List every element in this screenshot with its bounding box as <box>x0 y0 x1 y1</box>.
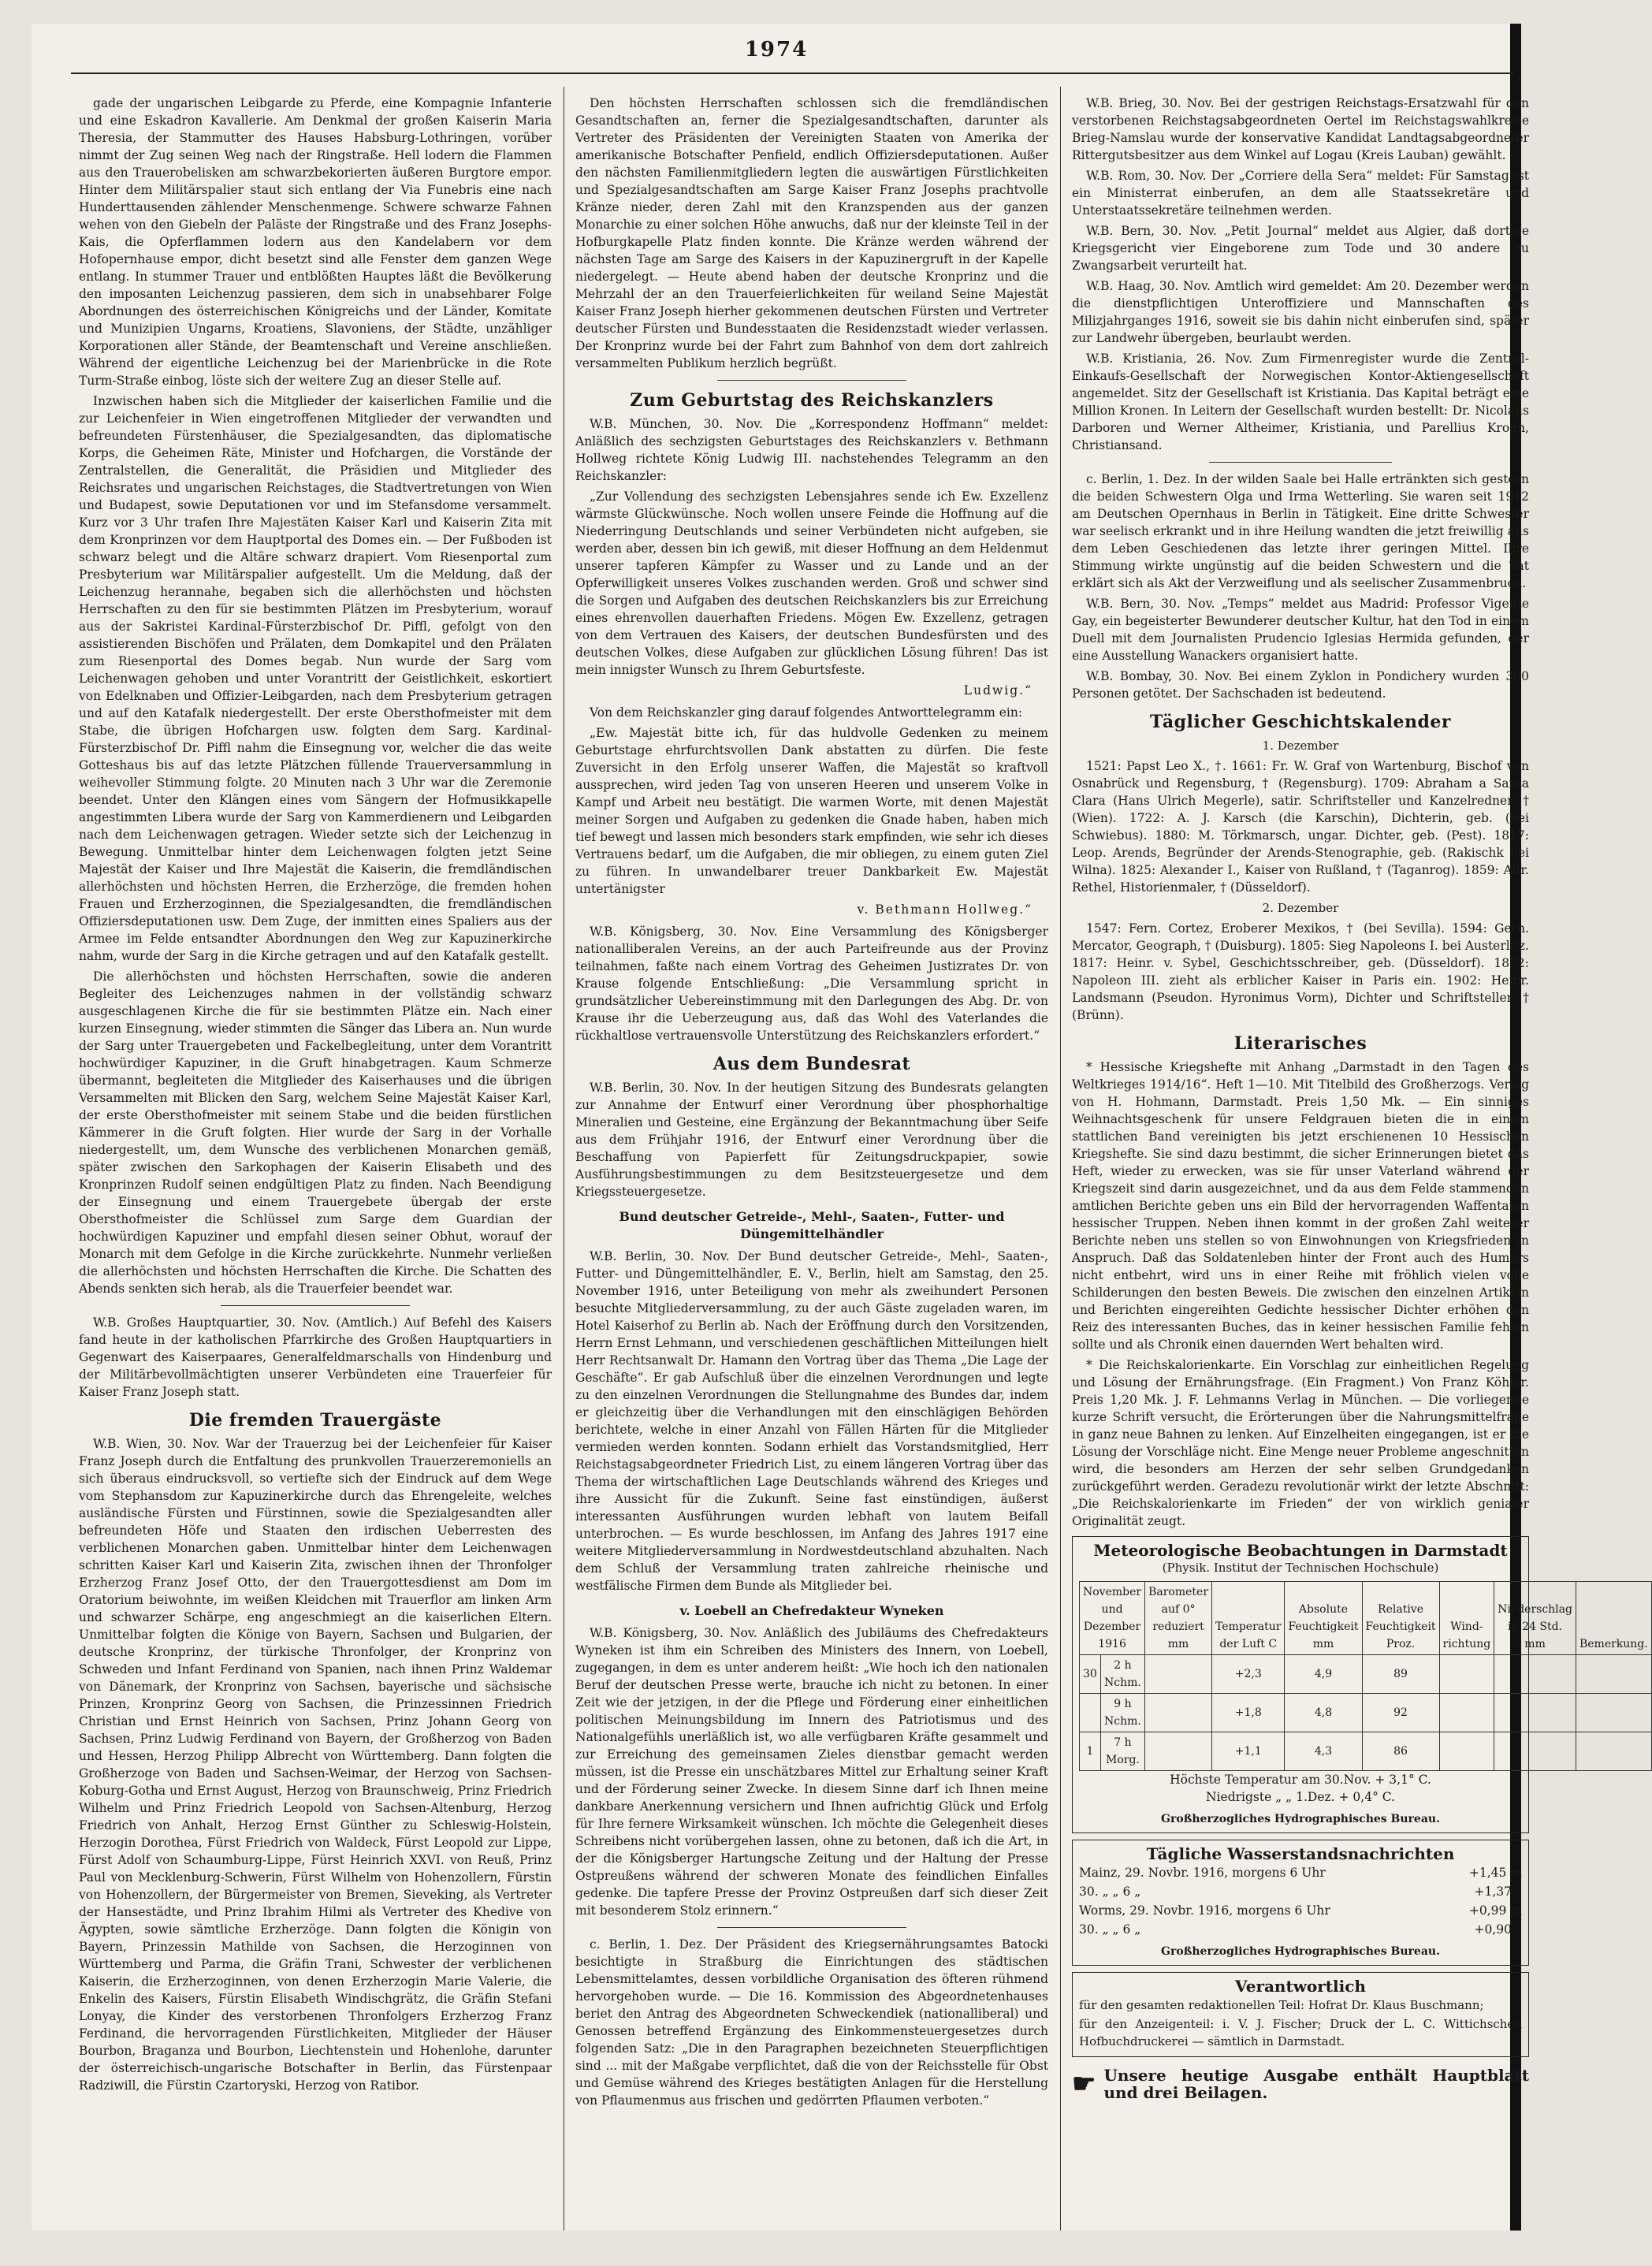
article-paragraph: „Ew. Majestät bitte ich, für das huldvolle Gedenken zu meinem Geburtstage ehrfurchtsvollen Dank abstatten zu dürfen. Die feste Zuversicht in den Erfolg unserer Waffen, die Majestät so kraftvoll aussprechen, wird jeden Tag von unseren Heeren und unserem Volke in Kampf und Arbeit neu bestätigt. Die warmen Worte, mit denen Majestät meiner Sorgen und Aufgaben zu gedenken die Gnade haben, haben mich tief bewegt und lassen mich besonders stark empfinden, wie sehr ich dieses Vertrauens bedarf, um die Aufgaben, die mir obliegen, zu einem guten Ziel zu führen. In unwandelbarer treuer Dankbarkeit Ew. Majestät untertänigster <box>575 726 1048 896</box>
article-paragraph: W.B. Wien, 30. Nov. War der Trauerzug bei der Leichenfeier für Kaiser Franz Joseph durch die Entfaltung des prunkvollen Trauerzeremoniells an sich überaus eindrucksvoll, so vertiefte sich der Eindruck auf dem Wege vom Stephansdom zur Kapuzinerkirche durch das Ehrengeleite, welches ausländische Fürsten und Fürstinnen, sowie die Spezialgesandten aller befreundeten Höfe und Staaten den irdischen Ueberresten des verblichenen Monarchen gaben. Unmittelbar hinter dem Leichenwagen schritten Kaiser Karl und Kaiserin Zita, zwischen ihnen der Thronfolger Erzherzog Franz Josef Otto, der den Trauergottesdienst am Dom im Oratorium beiwohnte, im weißen Kleidchen mit Trauerflor am linken Arm und schwarzer Schärpe, eng angeschmiegt an die kaiserlichen Eltern. Unmittelbar folgten die Könige von Bayern, Sachsen und Bulgarien, der deutsche Kronprinz, der türkische Thronfolger, der Kronprinz von Schweden und Infant Ferdinand von Spanien, nach ihnen Prinz Waldemar von Dänemark, der Kronprinz von Sachsen, bayerische und sächsische Prinzen, Kronprinz Georg von Sachsen, die Prinzessinnen Friedrich Christian und Ernst Heinrich von Sachsen, Prinz Johann Georg von Sachsen, Prinz Ludwig Ferdinand von Bayern, der Großherzog von Baden und Hessen, Herzog Philipp Albrecht von Württemberg. Dann folgten die Großherzoge von Baden und Sachsen-Weimar, der Herzog von Sachsen-Koburg-Gotha und Ernst August, Herzog von Braunschweig, Prinz Friedrich Wilhelm und Prinz Friedrich Leopold von Sachsen-Altenburg, Herzog Friedrich von Anhalt, Herzog Ernst Günther zu Schleswig-Holstein, Herzogin Dorothea, Fürst Friedrich von Waldeck, Fürst Leopold zur Lippe, Fürst Adolf von Schaumburg-Lippe, Fürst Heinrich XXVI. von Reuß, Prinz Paul von Mecklenburg-Schwerin, Fürst Wilhelm von Hohenzollern, Fürstin von Hohenzollern, der Bürgermeister von Bremen, Sieveking, als Vertreter der Hansestädte, und Prinz Ibrahim Hilmi als Vertreter des Khedive von Ägypten, sowie sämtliche Erzherzöge. Dann folgten die Königin von Bayern, Prinzessin Mathilde von Sachsen, die Herzoginnen von Württemberg und Parma, die Gräfin Trani, Schwester der verblichenen Kaiserin, die Erzherzoginnen, von denen Erzherzogin Marie Valerie, die Enkelin des Kaisers, Fürstin Elisabeth Windischgrätz, die Gräfin Stefani Lonyay, die Kinder des verstorbenen Thronfolgers Erzherzog Franz Ferdinand, die hervorragenden Fürstlichkeiten, Mitglieder der Häuser Bourbon, Braganza und Bourbon, Liechtenstein und Hohenlohe, darunter der österreichisch-ungarische Botschafter in Berlin, das Fürstenpaar Radziwill, die Fürstin Czartoryski, Herzog von Ratibor. <box>79 1437 552 2093</box>
column-2 <box>575 95 1048 2223</box>
news-item: W.B. Kristiania, 26. Nov. Zum Firmenregister wurde die Zentral-Einkaufs-Gesellschaft der Norwegischen Kontor-Aktiengesellschaft angemeldet. Sitz der Gesellschaft ist Kristiania. Das Kapital beträgt eine Million Kronen. In Leitern der Gesellschaft wurden bestellt: Dr. Nicolaus Darboren und Werner Altheimer, Kristiania, und Parellius Krogh, Christiansand. <box>1072 352 1529 452</box>
meteo-subtitle: (Physik. Institut der Technischen Hochschule) <box>1162 1561 1439 1575</box>
meteo-header: Temperatur der Luft C <box>1212 1582 1285 1655</box>
edition-notice <box>1072 2067 1529 2101</box>
separator <box>221 1305 410 1306</box>
meteo-header: Niederschlag in 24 Std. mm <box>1494 1582 1576 1655</box>
header-rule <box>71 73 1513 74</box>
cell-wind <box>1439 1732 1494 1771</box>
cell-rain <box>1494 1655 1576 1694</box>
meteo-header: Bemerkung. <box>1576 1582 1651 1655</box>
article-paragraph: W.B. Berlin, 30. Nov. Der Bund deutscher Getreide-, Mehl-, Saaten-, Futter- und Düngemittelhändler, E. V., Berlin, hielt am Samstag, den 25. November 1916, unter Beteiligung von mehr als zweihundert Personen besuchte Mitgliederversammlung, zu der auch Gäste zugeladen waren, im Hotel Kaiserhof zu Berlin ab. Nach der Eröffnung durch den Vorsitzenden, Herrn Ernst Lehmann, und verschiedenen geschäftlichen Mitteilungen hielt Herr Rechtsanwalt Dr. Hamann den Vortrag über das Thema „Die Lage der Geschäfte“. Er gab Aufschluß über die einzelnen Verordnungen und legte zu den einzelnen Verordnungen die Stellungnahme des Bundes dar, indem er gleichzeitig über die Verhandlungen mit den einschlägigen Behörden berichtete, welche in einer Anzahl von Fällen Härten für die Mitglieder vermieden werden konnten. Sodann erhielt das Vorstandsmitglied, Herr Reichstagsabgeordneter Friedrich List, zu einem längeren Vortrag über das Thema der wirtschaftlichen Lage Deutschlands während des Krieges und ihre Aussicht für die Zukunft. Seine fast einstündigen, äußerst interessanten Ausführungen wurden lebhaft von lautem Beifall unterbrochen. — Es wurde beschlossen, im Anfang des Jahres 1917 eine weitere Mitgliederversammlung in Nordwestdeutschland abzuhalten. Nach dem Schluß der Versammlung traten zahlreiche rheinische und westfälische Firmen dem Bunde als Mitglieder bei. <box>575 1249 1048 1593</box>
cell-baro <box>1145 1655 1212 1694</box>
signature: v. Bethmann Hollweg.“ <box>857 902 1032 917</box>
article-paragraph: W.B. Berlin, 30. Nov. In der heutigen Sitzung des Bundesrats gelangten zur Annahme der Entwurf einer Verordnung über phosphorhaltige Mineralien und Gesteine, eine Ergänzung der Bekanntmachung über Seife aus dem Frühjahr 1916, der Entwurf einer Verordnung über die Beschaffung von Papierfett für Zeitungsdruckpapier, sowie Ausführungsbestimmungen zu dem Besitzsteuergesetze und dem Kriegssteuergesetze. <box>575 1081 1048 1199</box>
news-item: W.B. Brieg, 30. Nov. Bei der gestrigen Reichstags-Ersatzwahl für den verstorbenen Reichstagsabgeordneten Oertel im Reichstagswahlkreise Brieg-Namslau wurde der konservative Kandidat Landtagsabgeordneter Rittergutsbesitzer aus dem Winkel auf Logau (Kreis Lauban) gewählt. <box>1072 96 1529 162</box>
cell-abs: 4,8 <box>1285 1694 1362 1732</box>
cell-temp: +2,3 <box>1212 1655 1285 1694</box>
pointing-hand-icon: ☛ <box>1072 2068 1096 2100</box>
cell-rem <box>1576 1694 1651 1732</box>
article-paragraph: Die allerhöchsten und höchsten Herrschaften, sowie die anderen Begleiter des Leichenzuges nahmen in der vollständig schwarz ausgeschlagenen Kirche die für sie bestimmten Plätze ein. Nach einer kurzen Einsegnung, wieder stimmten die Sänger das Libera an. Nun wurde der Sarg unter Trauergebeten und Fackelbegleitung, unter dem Vorantritt hochwürdiger Kapuziner, in die Gruft hinabgetragen. Kaum Schmerze übermannt, begleiteten die Mitglieder des Kaiserhauses und die übrigen Versammelten mit Blicken den Sarg, welchem Seine Majestät Kaiser Karl, der erste Obersthofmeister mit seinem Stabe und die beiden fürstlichen Kämmerer in die Gruft folgten. Hier wurde der Sarg in der Vorhalle niedergestellt, um, dem Wunsche des verblichenen Monarchen gemäß, später zwischen den Sarkophagen der Kaiserin Elisabeth und des Kronprinzen Rudolf seinen endgültigen Platz zu finden. Nach Beendigung der Einsegnung und einem Trauergebete übergab der erste Obersthofmeister die Schlüssel zum Sarge dem Guardian der hochwürdigen Kapuziner und empfahl diesen seiner Obhut, worauf der Monarch mit dem Gefolge in die Kirche zurückkehrte. Nunmehr verließen die allerhöchsten und höchsten Herrschaften die Kirche. Die Schatten des Abends senkten sich herab, als die Trauerfeier beendet war. <box>79 969 552 1296</box>
headline-bundesrat: Aus dem Bundesrat <box>713 1054 911 1074</box>
water-title: Tägliche Wasserstandsnachrichten <box>1146 1844 1455 1863</box>
cell-wind <box>1439 1655 1494 1694</box>
headline-literary: Literarisches <box>1233 1033 1367 1054</box>
literary-item: * Die Reichskalorienkarte. Ein Vorschlag zur einheitlichen Regelung und Lösung der Ernährungsfrage. (Ein Fragment.) Von Franz Köhler. Preis 1,20 Mk. J. F. Lehmanns Verlag in München. — Die vorliegende kurze Schrift versucht, die Erörterungen über die Nahrungsmittelfrage in ganz neue Bahnen zu lenken. Auf Einzelheiten eingegangen, ist er die Lösung der Vorschläge nicht. Eine Menge neuer Probleme angeschnitten wird, die besonders am Herzen der sehr selben Grundgedanken zurückgeführt werden. Geradezu revolutionär wirkt der letzte Abschnitt: „Die Reichskalorienkarte im Frieden“ der von wirklich genialer Originalität zeugt. <box>1072 1358 1529 1528</box>
imprint-line: für den gesamten redaktionellen Teil: Hofrat Dr. Klaus Buschmann; <box>1079 1998 1484 2012</box>
news-item: W.B. Bern, 30. Nov. „Temps“ meldet aus Madrid: Professor Vigente Gay, ein begeisterter Bewunderer deutscher Kultur, hat den Tod in einem Duell mit dem Journalisten Prudencio Iglesias Hermida gefunden, der eine Ausstellung Wanackers organisiert hatte. <box>1072 597 1529 663</box>
meteo-title: Meteorologische Beobachtungen in Darmstadt <box>1093 1541 1508 1560</box>
article-paragraph: Inzwischen haben sich die Mitglieder der kaiserlichen Familie und die zur Leichenfeier in Wien eingetroffenen Mitglieder der verwandten und befreundeten Fürstenhäuser, die Spezialgesandten, das diplomatische Korps, die Geheimen Räte, Minister und Hofchargen, die Vorstände der Zentralstellen, die Generalität, die Präsidien und Mitglieder des Reichsrates und ungarischen Reichstages, die Stadtvertretungen von Wien und Budapest, sowie Deputationen vor und im Stefansdome versammelt. Kurz vor 3 Uhr trafen Ihre Majestäten Kaiser Karl und Kaiserin Zita mit dem Kronprinzen vor dem Hauptportal des Domes ein. — Der Fußboden ist schwarz belegt und die Altäre schwarz drapiert. Vom Riesenportal zum Presbyterium war Militärspalier aufgestellt. Um die Meldung, daß der Leichenzug herannahe, begaben sich die allerhöchsten und höchsten Herrschaften zu den für sie bestimmten Plätzen im Presbyterium, worauf aus der Sakristei Kardinal-Fürsterzbischof Dr. Piffl, gefolgt von den assistierenden Bischöfen und Prälaten, dem Domkapitel und den Prälaten zum Riesenportal des Domes begab. Nun wurde der Sarg vom Leichenwagen gehoben und unter Vorantritt der Geistlichkeit, eskortiert von Edelknaben und Offizier-Leibgarden, nach dem Presbyterium getragen und auf den Katafalk niedergestellt. Der erste Obersthofmeister mit dem Stabe, die übrigen Hofchargen usw. folgten dem Sarg. Kardinal-Fürsterzbischof Dr. Piffl nahm die Einsegnung vor, welcher die das weite Gotteshaus bis auf das letzte Plätzchen füllende Trauerversammlung in weihevoller Stimmung folgte. 20 Minuten nach 3 Uhr war die Zeremonie beendet. Unter den Klängen eines vom Sängern der Hofmusikkapelle angestimmten Libera wurde der Sarg von Kammerdienern und Leibgarden nach dem Leichenwagen getragen. Wieder setzte sich der Leichenzug in Bewegung. Unmittelbar hinter dem Leichenwagen folgten jetzt Seine Majestät der Kaiser und Ihre Majestät die Kaiserin, die fremdländischen allerhöchsten und höchsten Herren, die Erzherzöge, die fremden hohen Frauen und Erzherzoginnen, die Spezialgesandten, die fremdländischen Offiziersdeputationen usw. Dem Zuge, der inmitten eines Spaliers aus der Armee im Felde entsandter Abordnungen den Weg zur Kapuzinerkirche nahm, wurde der Sarg in die Kirche getragen und auf den Katafalk gestellt. <box>79 394 552 963</box>
water-level-box <box>1072 1840 1529 1966</box>
water-label: 30. „ „ 6 „ <box>1079 1922 1141 1937</box>
news-item: W.B. Rom, 30. Nov. Der „Corriere della Sera“ meldet: Für Samstag ist ein Ministerrat einberufen, an dem alle Staatssekretäre und Unterstaatssekretäre teilnehmen werden. <box>1072 169 1529 218</box>
news-item: W.B. Bombay, 30. Nov. Bei einem Zyklon in Pondichery wurden 300 Personen getötet. Der Sachschaden ist bedeutend. <box>1072 669 1529 701</box>
water-label: 30. „ „ 6 „ <box>1079 1885 1141 1899</box>
water-line <box>1079 1921 1522 1938</box>
meteo-header: Relative Feuchtigkeit Proz. <box>1362 1582 1439 1655</box>
article-paragraph: W.B. Großes Hauptquartier, 30. Nov. (Amtlich.) Auf Befehl des Kaisers fand heute in der katholischen Pfarrkirche des Großen Hauptquartiers in Gegenwart des Kaiserpaares, Generalfeldmarschalls von Hindenburg und der Militärbevollmächtigten unserer Verbündeten eine Trauerfeier für Kaiser Franz Joseph statt. <box>79 1315 552 1399</box>
headline-history-calendar: Täglicher Geschichtskalender <box>1149 712 1451 732</box>
meteo-table <box>1079 1581 1652 1771</box>
water-label: Mainz, 29. Novbr. 1916, morgens 6 Uhr <box>1079 1866 1326 1880</box>
edition-notice-text: Unsere heutige Ausgabe enthält Hauptblatt und drei Beilagen. <box>1103 2066 1529 2102</box>
meteo-credit: Großherzogliches Hydrographisches Bureau. <box>1161 1813 1440 1825</box>
cell-day <box>1080 1694 1101 1732</box>
column-rule <box>1060 87 1061 2231</box>
calendar-text: 1547: Fern. Cortez, Eroberer Mexikos, † (bei Sevilla). 1594: Gerh. Mercator, Geograph, † (Duisburg). 1805: Sieg Napoleons I. bei Austerlitz. 1817: Heinr. v. Sybel, Geschichtsschreiber, geb. (Düsseldorf). 1852: Napoleon III. zieht als erblicher Kaiser in Paris ein. 1902: Heinr. Landsmann (Pseudon. Hyronimus Vorm), Dichter und Schriftsteller, † (Brünn). <box>1072 921 1529 1022</box>
cell-time: 2 h Nchm. <box>1100 1655 1144 1694</box>
water-value: +0,99 m <box>1468 1903 1522 1918</box>
cell-baro <box>1145 1694 1212 1732</box>
cell-rem <box>1576 1655 1651 1694</box>
water-credit: Großherzogliches Hydrographisches Bureau. <box>1161 1945 1440 1958</box>
page-number: 1974 <box>744 38 809 61</box>
subheadline-loebell: v. Loebell an Chefredakteur Wyneken <box>679 1603 944 1618</box>
imprint-box <box>1072 1972 1529 2057</box>
meteo-header: Wind-richtung <box>1439 1582 1494 1655</box>
article-paragraph: gade der ungarischen Leibgarde zu Pferde, eine Kompagnie Infanterie und eine Eskadron Kavallerie. Am Denkmal der großen Kaiserin Maria Theresia, der Stammutter des Hauses Habsburg-Lothringen, vorüber nimmt der Zug seinen Weg nach der Ringstraße. Hell lodern die Flammen aus den Trauerobelisken am schwarzbekorierten äußeren Burgtore empor. Hinter dem Militärspalier staut sich entlang der Via Funebris eine nach Hunderttausenden zählender Menschenmenge. Schwere schwarze Fahnen wehen von den Giebeln der Paläste der Ringstraße und des Franz Josephs-Kais, die Opferflammen lodern aus den Kandelabern vor dem Hofopernhause empor, dicht besetzt sind alle Fenster dem ganzen Wege entlang. In stummer Trauer und entblößten Hauptes läßt die Bevölkerung den imposanten Leichenzug passieren, dem sich in unabsehbarer Folge Abordnungen des österreichischen Königreichs und der Länder, Komitate und Munizipien Ungarns, Kroatiens, Slavoniens, der Städte, unzähliger Korporationen aller Stände, der Beamtenschaft und Vereine anschließen. Während der eigentliche Leichenzug bei der Marienbrücke in die Rote Turm-Straße einbog, löste sich der weitere Zug an dieser Stelle auf. <box>79 96 552 388</box>
cell-wind <box>1439 1694 1494 1732</box>
cell-day: 1 <box>1080 1732 1101 1771</box>
calendar-date: 1. Dezember <box>1262 739 1339 753</box>
water-label: Worms, 29. Novbr. 1916, morgens 6 Uhr <box>1079 1903 1330 1918</box>
signature: Ludwig.“ <box>963 683 1032 698</box>
newspaper-page <box>32 24 1648 2231</box>
cell-temp: +1,8 <box>1212 1694 1285 1732</box>
cell-time: 9 h Nchm. <box>1100 1694 1144 1732</box>
news-item: c. Berlin, 1. Dez. In der wilden Saale bei Halle ertränkten sich gestern die beiden Schwestern Olga und Irma Wetterling. Sie waren seit 1912 am Deutschen Opernhaus in Berlin in Tätigkeit. Eine dritte Schwester war seelisch erkrankt und in ihre Heilung wandten die jetzt freiwillig aus dem Leben Geschiedenen das letzte ihrer geringen Mittel. Ihre Stimmung wirkte ungünstig auf die beiden Schwestern und die Tat erklärt sich als Akt der Verzweiflung und als seelischer Zusammenbruch. <box>1072 472 1529 590</box>
article-paragraph: c. Berlin, 1. Dez. Der Präsident des Kriegsernährungsamtes Batocki besichtigte in Straßburg die Einrichtungen des städtischen Lebensmittelamtes, dessen vorbildliche Organisation des öfteren rühmend hervorgehoben wurde. — Die 16. Kommission des Abgeordnetenhauses beriet den Antrag des Abgeordneten Schweckendiek (nationalliberal) und Genossen betreffend Ergänzung des Einkommensteuergesetzes durch folgenden Satz: „Die in den Paragraphen bezeichneten Steuerpflichtigen sind ... mit der Maßgabe verpflichtet, daß die von der Reichsstelle für Obst und Gemüse während des Krieges bestätigten Anlagen für die Herstellung von Pflaumenmus aus frischen und gedörrten Pflaumen verboten.“ <box>575 1937 1048 2108</box>
calendar-text: 1521: Papst Leo X., †. 1661: Fr. W. Graf von Wartenburg, Bischof von Osnabrück und Regensburg, † (Regensburg). 1709: Abraham a Santa Clara (Hans Ulrich Megerle), satir. Schriftsteller und Kanzelredner, † (Wien). 1722: A. J. Karsch (die Karschin), Dichterin, geb. (bei Schwiebus). 1880: M. Törkmarsch, ungar. Dichter, geb. (Pest). 1817: Leop. Arends, Begründer der Arends-Stenographie, geb. (Rakischk bei Wilna). 1825: Alexander I., Kaiser von Rußland, † (Taganrog). 1859: Alfr. Rethel, Historienmaler, † (Düsseldorf). <box>1072 759 1529 895</box>
meteo-min-temp: Niedrigste „ „ 1.Dez. + 0,4° C. <box>1206 1790 1395 1804</box>
cell-rain <box>1494 1732 1576 1771</box>
cell-temp: +1,1 <box>1212 1732 1285 1771</box>
water-line <box>1079 1864 1522 1881</box>
literary-item: * Hessische Kriegshefte mit Anhang „Darmstadt in den Tagen des Weltkrieges 1914/16“. Heft 1—10. Mit Titelbild des Großherzogs. Verlag von H. Hohmann, Darmstadt. Preis 1,50 Mk. — Ein sinniges Weihnachtsgeschenk für unsere Feldgrauen bieten die in einem stattlichen Band vereinigten bis jetzt erschienenen 10 Hessischen Kriegshefte. Sie sind dazu bestimmt, die sicher Erinnerungen bietet das Heft, wieder zu erwecken, was sie für unser Vaterland während der Kriegszeit sind darin ausgezeichnet, und da aus dem Felde stammenden amtlichen Berichte geben uns ein Bild der hervorragenden Waffentaten hessischer Truppen. Neben ihnen kommt in der großen Zahl weiterer Berichte neben uns stellen so von Einwohnungen von Kriegsfrieden in Anspruch. Daß das Soldatenleben hinter der Front auch des Humors nicht entbehrt, wird uns in einer Reihe mit fröhlich vielen volle Schilderungen den besten Beweis. Die zwischen den einzelnen Artikeln und Berichten eingereihten Gedichte hessischer Dichter erhöhen den Reiz des interessanten Buches, das in keiner hessischen Familie fehlen sollte und als Chronik einen dauernden Wert behalten wird. <box>1072 1060 1529 1352</box>
separator <box>717 1927 906 1928</box>
table-row <box>1080 1655 1652 1694</box>
meteo-max-temp: Höchste Temperatur am 30.Nov. + 3,1° C. <box>1170 1773 1431 1787</box>
column-1 <box>79 95 552 2223</box>
imprint-title: Verantwortlich <box>1235 1977 1366 1996</box>
cell-rel: 92 <box>1362 1694 1439 1732</box>
table-row <box>1080 1732 1652 1771</box>
water-value: +1,37 „ <box>1474 1885 1522 1899</box>
cell-rel: 89 <box>1362 1655 1439 1694</box>
cell-rain <box>1494 1694 1576 1732</box>
column-3 <box>1072 95 1648 2223</box>
meteorological-box <box>1072 1536 1648 1833</box>
meteo-header: Barometer auf 0° reduziert mm <box>1145 1582 1212 1655</box>
meteo-header: Absolute Feuchtigkeit mm <box>1285 1582 1362 1655</box>
meteo-header: November und Dezember 1916 <box>1080 1582 1145 1655</box>
article-paragraph: Von dem Reichskanzler ging darauf folgendes Antworttelegramm ein: <box>590 705 1023 720</box>
water-line <box>1079 1902 1522 1919</box>
news-item: W.B. Bern, 30. Nov. „Petit Journal“ meldet aus Algier, daß dortige Kriegsgericht vier Eingeborene zum Tode und 30 andere zu Zwangsarbeit verurteilt hat. <box>1072 224 1529 273</box>
cell-abs: 4,3 <box>1285 1732 1362 1771</box>
separator <box>1209 462 1392 463</box>
cell-abs: 4,9 <box>1285 1655 1362 1694</box>
water-line <box>1079 1883 1522 1900</box>
cell-rel: 86 <box>1362 1732 1439 1771</box>
calendar-date: 2. Dezember <box>1262 901 1339 915</box>
table-row <box>1080 1694 1652 1732</box>
article-paragraph: W.B. Königsberg, 30. Nov. Anläßlich des Jubiläums des Chefredakteurs Wyneken ist ihm ein Schreiben des Ministers des Innern, von Loebell, zugegangen, in dem es unter anderem heißt: „Wie hoch ich den nationalen Beruf der deutschen Presse werte, brauche ich nicht zu betonen. In einer Zeit wie der jetzigen, in der die Pflege und Förderung einer einheitlichen politischen Meinungsbildung im Innern des Patriotismus und des Nationalgefühls unerläßlich ist, wo alle verfügbaren Kräfte gesammelt und zur Erreichung des gemeinsamen Zieles dienstbar gemacht werden müssen, ist die Presse ein unschätzbares Mittel zur Erhaltung seiner Kraft und der Förderung seiner Zwecke. In diesem Sinne darf ich Ihnen meine dankbare Anerkennung versichern und Ihnen aufrichtig Glück und Erfolg für Ihre fernere Wirksamkeit wünschen. Ich möchte die Gelegenheit dieses Schreibens nicht vorübergehen lassen, ohne zu betonen, daß ich die Art, in der die Königsberger Hartungsche Zeitung und der Haltung der Presse Ostpreußens während der schweren Monate des feindlichen Einfalles gedenke. Die tapfere Presse der Provinz Ostpreußen darf sich dieser Zeit mit besonderem Stolz erinnern.“ <box>575 1626 1048 1918</box>
article-paragraph: Den höchsten Herrschaften schlossen sich die fremdländischen Gesandtschaften an, ferner die Spezialgesandtschaften, darunter als Vertreter des Präsidenten der Vereinigten Staaten von Amerika der amerikanische Botschafter Penfield, endlich Offiziersdeputationen. Außer den nächsten Familienmitgliedern legten die auswärtigen Fürstlichkeiten und Spezialgesandtschaften am Sarge Kaiser Franz Josephs prachtvolle Kränze nieder, deren Zahl mit den Kranzspenden aus der ganzen Monarchie zu einer solchen Höhe anwuchs, daß nur der kleinste Teil in der Hofburgkapelle Platz finden konnte. Die Kränze werden während der nächsten Tage am Sarge des Kaisers in der Kapuzinergruft in der Kapelle niedergelegt. — Heute abend haben der deutsche Kronprinz und die Mehrzahl der an den Trauerfeierlichkeiten für weiland Seine Majestät Kaiser Franz Joseph hierher gekommenen deutschen Fürsten und Vertreter deutscher Fürsten und Bundesstaaten die Residenzstadt wieder verlassen. Der Kronprinz wurde bei der Fahrt zum Bahnhof von dem dort zahlreich versammelten Publikum herzlich begrüßt. <box>575 96 1048 370</box>
article-paragraph: W.B. München, 30. Nov. Die „Korrespondenz Hoffmann“ meldet: Anläßlich des sechzigsten Geburtstages des Reichskanzlers v. Bethmann Hollweg richtete König Ludwig III. nachstehendes Telegramm an den Reichskanzler: <box>575 417 1048 483</box>
water-value: +0,90 „ <box>1474 1922 1522 1937</box>
cell-baro <box>1145 1732 1212 1771</box>
article-paragraph: „Zur Vollendung des sechzigsten Lebensjahres sende ich Ew. Exzellenz wärmste Glückwünsche. Noch wollen unsere Feinde die Hoffnung auf die Niederringung Deutschlands und seiner Verbündeten nicht aufgeben, sie werden aber, dessen bin ich gewiß, mit dieser Hoffnung an dem Heldenmut unserer tapferen Kämpfer zu Wasser und zu Lande und an der Opferwilligkeit unseres Volkes zuschanden werden. Groß und schwer sind die Sorgen und Aufgaben des deutschen Reichskanzlers bis zur Erreichung eines ehrenvollen dauerhaften Friedens. Mögen Ew. Exzellenz, getragen von dem Vertrauen des Kaisers, der deutschen Bundesfürsten und des deutschen Volkes, diese Aufgaben zur glücklichen Lösung führen! Das ist mein innigster Wunsch zu Ihrem Geburtsfeste. <box>575 489 1048 677</box>
cell-day: 30 <box>1080 1655 1101 1694</box>
cell-rem <box>1576 1732 1651 1771</box>
subheadline-trade-association: Bund deutscher Getreide-, Mehl-, Saaten-, Futter- und Düngemittelhändler <box>619 1209 1005 1241</box>
headline-foreign-mourners: Die fremden Trauergäste <box>188 1410 442 1431</box>
separator <box>717 380 906 381</box>
headline-chancellor-birthday: Zum Geburtstag des Reichskanzlers <box>630 390 994 411</box>
cell-time: 7 h Morg. <box>1100 1732 1144 1771</box>
article-paragraph: W.B. Königsberg, 30. Nov. Eine Versammlung des Königsberger nationalliberalen Vereins, an der auch Parteifreunde aus der Provinz teilnahmen, faßte nach einem Vortrag des Geheimen Justizrates Dr. von Krause folgende Entschließung: „Die Versammlung spricht in grundsätzlicher Uebereinstimmung mit den Darlegungen des Abg. Dr. von Krause ihr die Ueberzeugung aus, daß das Wohl des Vaterlandes die rückhaltlose vertrauensvolle Unterstützung des Reichskanzlers erfordert.“ <box>575 925 1048 1043</box>
water-value: +1,45 m <box>1468 1866 1522 1880</box>
news-item: W.B. Haag, 30. Nov. Amtlich wird gemeldet: Am 20. Dezember werden die dienstpflichtigen Unteroffiziere und Mannschaften des Milizjahrganges 1916, soweit sie bis dahin nicht einberufen sind, später zur Landwehr übergeben, beurlaubt werden. <box>1072 279 1529 345</box>
imprint-line: für den Anzeigenteil: i. V. J. Fischer; Druck der L. C. Wittichschen Hofbuchdruckerei — sämtlich in Darmstadt. <box>1079 2017 1522 2048</box>
